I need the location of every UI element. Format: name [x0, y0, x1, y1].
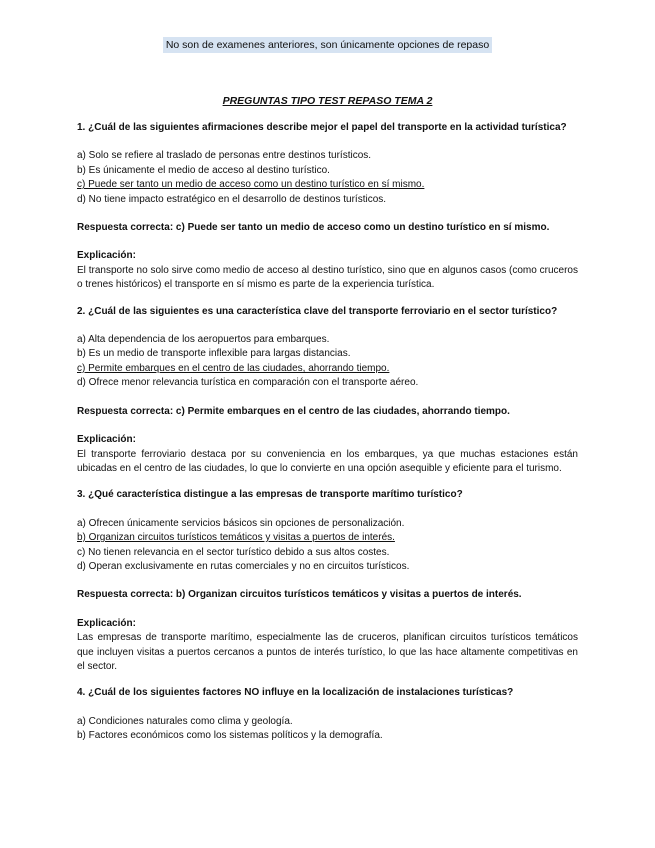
options-1	[77, 149, 578, 207]
question-1	[77, 121, 578, 135]
question-2	[77, 305, 578, 319]
notice-banner	[0, 39, 655, 51]
option-d: d) Operan exclusivamente en rutas comerciales y no en circuitos turísticos.	[77, 560, 410, 572]
correct-answer-3: Respuesta correcta: b) Organizan circuitos turísticos temáticos y visitas a puertos de interés.	[77, 589, 522, 601]
option-c-correct: c) Puede ser tanto un medio de acceso como un destino turístico en sí mismo.	[77, 179, 425, 191]
option-b-correct: b) Organizan circuitos turísticos temáticos y visitas a puertos de interés.	[77, 532, 395, 544]
document-title: PREGUNTAS TIPO TEST REPASO TEMA 2	[222, 95, 433, 107]
question-number: 1.	[77, 122, 86, 133]
option-c-correct: c) Permite embarques en el centro de las ciudades, ahorrando tiempo.	[77, 362, 390, 374]
question-number: 2.	[77, 305, 86, 317]
explanation-label-3: Explicación:	[77, 617, 136, 629]
content	[77, 121, 578, 758]
options-2	[77, 333, 578, 391]
option-c: c) No tienen relevancia en el sector turístico debido a sus altos costes.	[77, 546, 390, 558]
question-3	[77, 488, 578, 502]
option-b: b) Factores económicos como los sistemas políticos y la demografía.	[77, 730, 383, 742]
explanation-label-1: Explicación:	[77, 250, 136, 262]
options-3	[77, 517, 578, 575]
question-4	[77, 686, 578, 700]
question-text: ¿Qué característica distingue a las empresas de transporte marítimo turístico?	[85, 489, 463, 501]
question-number: 4.	[77, 687, 86, 699]
explanation-3: Las empresas de transporte marítimo, especialmente las de cruceros, planifican circuitos turísticos temáticos que incluyen visitas a puertos cercanos a puntos de interés turístico, lo que las hace altamente competitivas en el sector.	[77, 632, 578, 672]
option-b: b) Es un medio de transporte inflexible para largas distancias.	[77, 348, 351, 360]
notice-text: No son de examenes anteriores, son únicamente opciones de repaso	[163, 37, 492, 53]
question-text: ¿Cuál de los siguientes factores NO influye en la localización de instalaciones turísticas?	[85, 687, 514, 699]
explanation-1: El transporte no solo sirve como medio de acceso al destino turístico, sino que en algunos casos (como cruceros o trenes históricos) el transporte en sí mismo es parte de la experiencia turística.	[77, 264, 578, 291]
option-d: d) Ofrece menor relevancia turística en comparación con el transporte aéreo.	[77, 377, 419, 389]
question-text: ¿Cuál de las siguientes afirmaciones describe mejor el papel del transporte en la actividad turística?	[85, 122, 567, 133]
option-a: a) Ofrecen únicamente servicios básicos sin opciones de personalización.	[77, 517, 405, 529]
question-text: ¿Cuál de las siguientes es una característica clave del transporte ferroviario en el sector turístico?	[85, 305, 558, 317]
explanation-label-2: Explicación:	[77, 434, 136, 446]
option-b: b) Es únicamente el medio de acceso al destino turístico.	[77, 164, 330, 176]
option-a: a) Solo se refiere al traslado de personas entre destinos turísticos.	[77, 150, 372, 162]
option-a: a) Condiciones naturales como clima y geología.	[77, 715, 293, 727]
correct-answer-2: Respuesta correcta: c) Permite embarques en el centro de las ciudades, ahorrando tiempo.	[77, 405, 510, 417]
options-4	[77, 715, 578, 744]
option-a: a) Alta dependencia de los aeropuertos para embarques.	[77, 334, 330, 346]
option-d: d) No tiene impacto estratégico en el desarrollo de destinos turísticos.	[77, 193, 387, 205]
correct-answer-1: Respuesta correcta: c) Puede ser tanto un medio de acceso como un destino turístico en sí mismo.	[77, 222, 550, 234]
question-number: 3.	[77, 489, 86, 501]
explanation-2: El transporte ferroviario destaca por su conveniencia en los embarques, ya que muchas estaciones están ubicadas en el centro de las ciudades, lo que lo convierte en una opción asequible y eficiente para el turismo.	[77, 448, 578, 474]
